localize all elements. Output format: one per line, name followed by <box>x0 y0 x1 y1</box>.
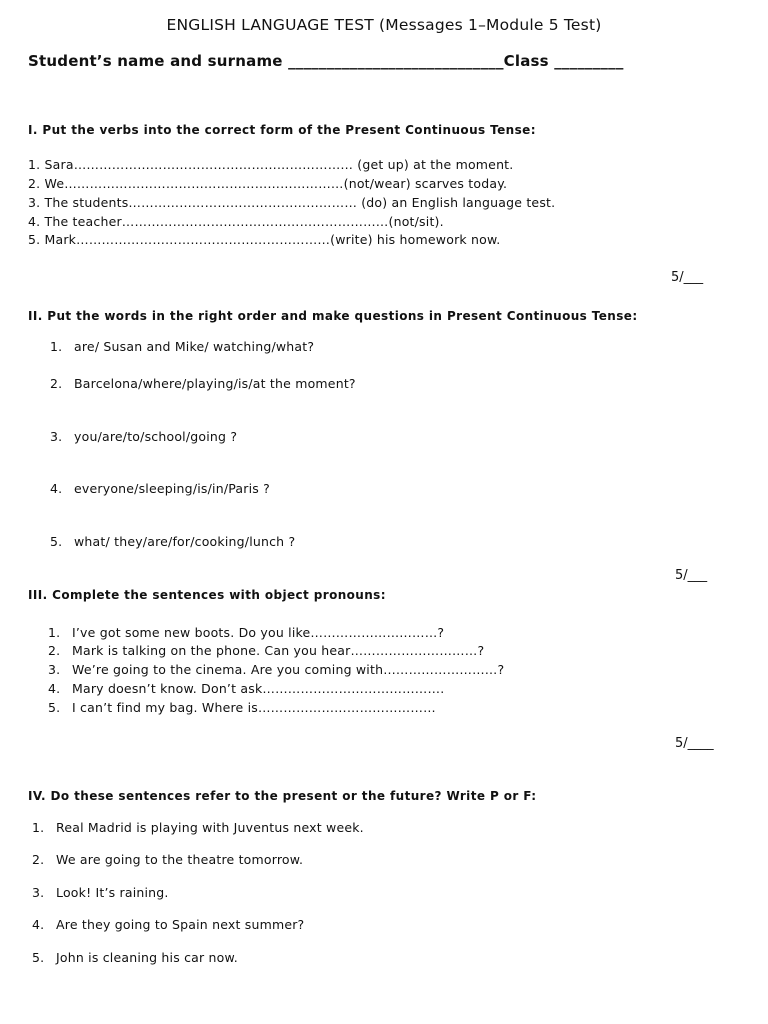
page-title: ENGLISH LANGUAGE TEST (Messages 1–Module 5 Test) <box>166 16 602 34</box>
item-number: 4. <box>50 481 63 496</box>
item-text: Are they going to Spain next summer? <box>56 917 305 932</box>
item-number: 5. <box>50 534 63 549</box>
section-4-item <box>32 917 304 932</box>
section-2-heading: II. Put the words in the right order and make questions in Present Continuous Tense: <box>28 309 638 323</box>
item-text: Mark is talking on the phone. Can you hear…………………………? <box>72 643 485 658</box>
section-4-item <box>32 820 364 835</box>
section-1-item: 3. The students……………………………………………… (do) an English language test. <box>28 195 556 210</box>
section-1-item: 1. Sara………………………………………………………… (get up) at the moment. <box>28 157 514 172</box>
item-text: I can’t find my bag. Where is…………………………………… <box>72 700 436 715</box>
item-text: Real Madrid is playing with Juventus next week. <box>56 820 364 835</box>
item-number: 4. <box>32 917 45 932</box>
item-text: are/ Susan and Mike/ watching/what? <box>74 339 315 354</box>
item-number: 2. <box>32 852 45 867</box>
section-3-item <box>48 700 436 715</box>
item-text: I’ve got some new boots. Do you like…………………………? <box>72 625 445 640</box>
section-3-score: 5/____ <box>675 736 714 751</box>
section-1-item: 4. The teacher………………………………………………………(not/sit). <box>28 214 444 229</box>
section-1-score: 5/___ <box>671 270 704 285</box>
item-text: everyone/sleeping/is/in/Paris ? <box>74 481 271 496</box>
section-3-item <box>48 625 444 640</box>
item-number: 3. <box>32 885 45 900</box>
student-name-line: Student’s name and surname ____________________________Class _________ <box>28 52 624 70</box>
item-number: 1. <box>50 339 63 354</box>
section-3-item <box>48 643 484 658</box>
item-text: you/are/to/school/going ? <box>74 429 238 444</box>
section-2-item <box>50 534 295 549</box>
section-2-item <box>50 481 270 496</box>
item-number: 2. <box>48 643 61 658</box>
item-number: 3. <box>48 662 61 677</box>
section-2-item <box>50 376 356 391</box>
item-text: We’re going to the cinema. Are you coming with………………………? <box>72 662 505 677</box>
item-text: John is cleaning his car now. <box>56 950 238 965</box>
item-text: what/ they/are/for/cooking/lunch ? <box>74 534 296 549</box>
section-3-heading: III. Complete the sentences with object pronouns: <box>28 588 386 602</box>
section-4-item <box>32 852 303 867</box>
item-number: 2. <box>50 376 63 391</box>
item-number: 4. <box>48 681 61 696</box>
item-number: 5. <box>32 950 45 965</box>
section-3-item <box>48 681 444 696</box>
item-number: 1. <box>48 625 61 640</box>
section-3-item <box>48 662 504 677</box>
section-2-score: 5/___ <box>675 568 708 583</box>
section-1-heading: I. Put the verbs into the correct form of the Present Continuous Tense: <box>28 123 536 137</box>
section-2-item <box>50 429 237 444</box>
item-number: 5. <box>48 700 61 715</box>
section-4-item <box>32 950 238 965</box>
section-1-item: 5. Mark……………………………………………………(write) his homework now. <box>28 232 501 247</box>
item-text: We are going to the theatre tomorrow. <box>56 852 304 867</box>
section-4-heading: IV. Do these sentences refer to the present or the future? Write P or F: <box>28 789 537 803</box>
section-1-item: 2. We…………………………………………………………(not/wear) scarves today. <box>28 176 508 191</box>
item-text: Mary doesn’t know. Don’t ask……………………………………. <box>72 681 445 696</box>
item-text: Barcelona/where/playing/is/at the moment? <box>74 376 356 391</box>
section-4-item <box>32 885 169 900</box>
item-number: 1. <box>32 820 45 835</box>
item-number: 3. <box>50 429 63 444</box>
section-2-item <box>50 339 314 354</box>
item-text: Look! It’s raining. <box>56 885 169 900</box>
